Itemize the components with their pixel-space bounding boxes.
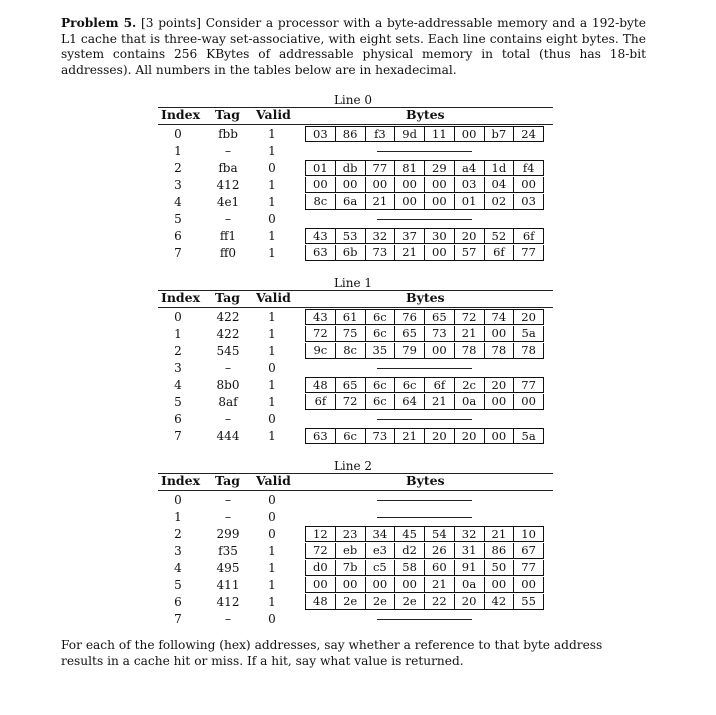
byte-cell: eb	[335, 543, 365, 558]
byte-cell: 30	[424, 229, 454, 243]
byte-cell: 00	[424, 177, 454, 192]
row-tag: –	[225, 612, 231, 626]
byte-cell: 20	[484, 378, 514, 392]
row-valid: 1	[268, 595, 276, 609]
row-tag: –	[225, 212, 231, 226]
byte-cell: 65	[394, 326, 424, 341]
byte-cell: 21	[424, 577, 454, 592]
row-valid: 0	[268, 361, 276, 375]
row-index: 7	[174, 246, 182, 260]
byte-cell: 86	[335, 127, 365, 141]
row-tag: fba	[218, 161, 238, 175]
byte-cell: c5	[365, 560, 395, 575]
problem-title: Problem 5.	[61, 16, 137, 30]
row-valid: 0	[268, 212, 276, 226]
byte-cell: d0	[313, 560, 328, 574]
byte-row	[305, 245, 544, 261]
row-tag: f35	[218, 544, 238, 558]
byte-cell: 58	[394, 560, 424, 575]
byte-cell: 73	[365, 429, 395, 443]
byte-cell: 37	[394, 229, 424, 243]
row-index: 2	[174, 527, 182, 541]
byte-cell: 2e	[365, 594, 395, 609]
line-label: Line 2	[333, 459, 373, 473]
row-tag: 8b0	[216, 378, 240, 392]
byte-cell: 77	[513, 245, 543, 260]
byte-cell: 21	[365, 194, 395, 209]
row-tag: ff0	[219, 246, 237, 260]
byte-cell: 55	[513, 594, 543, 609]
byte-cell: 6b	[335, 245, 365, 260]
row-valid: 1	[268, 344, 276, 358]
byte-cell: 00	[513, 177, 543, 192]
byte-cell: 00	[484, 394, 514, 409]
row-tag: 411	[216, 578, 240, 592]
header-bytes: Bytes	[406, 473, 445, 488]
row-valid: 1	[268, 144, 276, 158]
byte-cell: 00	[484, 326, 514, 341]
byte-cell: 00	[313, 577, 328, 591]
byte-cell: 78	[484, 343, 514, 358]
byte-cell: 50	[484, 560, 514, 575]
byte-cell: 32	[454, 527, 484, 541]
byte-cell: 20	[454, 594, 484, 609]
byte-row	[305, 177, 544, 193]
byte-cell: 00	[513, 394, 543, 409]
row-valid: 1	[268, 395, 276, 409]
byte-cell: 73	[365, 245, 395, 260]
row-valid: 1	[268, 178, 276, 192]
row-index: 1	[174, 327, 182, 341]
byte-row	[305, 126, 544, 142]
byte-cell: 6f	[424, 378, 454, 392]
row-tag: fbb	[218, 127, 238, 141]
row-valid: 1	[268, 378, 276, 392]
problem-statement	[61, 16, 646, 78]
byte-cell: 0a	[454, 394, 484, 409]
row-valid: 1	[268, 195, 276, 209]
byte-cell: 01	[454, 194, 484, 209]
empty-line-placeholder	[377, 500, 472, 501]
header-tag: Tag	[215, 473, 240, 488]
row-index: 1	[174, 510, 182, 524]
byte-cell: 6c	[365, 394, 395, 409]
byte-cell: 6c	[365, 310, 395, 324]
byte-cell: 31	[454, 543, 484, 558]
row-index: 4	[174, 195, 182, 209]
byte-cell: 26	[424, 543, 454, 558]
row-index: 0	[174, 493, 182, 507]
row-tag: 4e1	[216, 195, 240, 209]
byte-cell: 01	[313, 161, 328, 175]
byte-cell: e3	[365, 543, 395, 558]
empty-line-placeholder	[377, 219, 472, 220]
row-valid: 0	[268, 510, 276, 524]
byte-cell: 00	[424, 343, 454, 358]
byte-cell: 65	[335, 378, 365, 392]
byte-cell: 6c	[335, 429, 365, 443]
row-tag: –	[225, 510, 231, 524]
byte-cell: 00	[484, 429, 514, 443]
byte-cell: 03	[313, 127, 328, 141]
byte-cell: 20	[424, 429, 454, 443]
byte-cell: 00	[394, 177, 424, 192]
byte-cell: 00	[513, 577, 543, 592]
byte-row	[305, 160, 544, 176]
byte-cell: 00	[365, 177, 395, 192]
byte-cell: 78	[513, 343, 543, 358]
byte-row	[305, 377, 544, 393]
byte-cell: 20	[454, 229, 484, 243]
byte-row	[305, 309, 544, 325]
row-index: 2	[174, 161, 182, 175]
row-index: 5	[174, 212, 182, 226]
row-tag: –	[225, 493, 231, 507]
row-index: 4	[174, 561, 182, 575]
byte-cell: 6f	[314, 394, 327, 408]
problem-points: [3 points]	[141, 16, 202, 30]
row-valid: 1	[268, 578, 276, 592]
row-index: 2	[174, 344, 182, 358]
byte-row	[305, 428, 544, 444]
row-index: 3	[174, 178, 182, 192]
byte-cell: 74	[484, 310, 514, 324]
byte-cell: 48	[313, 378, 328, 392]
byte-cell: 00	[424, 194, 454, 209]
header-bytes: Bytes	[406, 107, 445, 122]
byte-cell: 60	[424, 560, 454, 575]
empty-line-placeholder	[377, 619, 472, 620]
byte-row	[305, 594, 544, 610]
header-index: Index	[161, 473, 201, 488]
byte-cell: d2	[394, 543, 424, 558]
byte-cell: 22	[424, 594, 454, 609]
byte-cell: 32	[365, 229, 395, 243]
byte-cell: 2e	[335, 594, 365, 609]
byte-cell: 00	[365, 577, 395, 592]
header-bytes: Bytes	[406, 290, 445, 305]
row-index: 7	[174, 612, 182, 626]
byte-cell: 6f	[513, 229, 543, 243]
byte-cell: 34	[365, 527, 395, 541]
byte-cell: 8c	[313, 194, 328, 208]
byte-cell: 91	[454, 560, 484, 575]
byte-cell: 5a	[513, 429, 543, 443]
row-valid: 0	[268, 161, 276, 175]
byte-row	[305, 526, 544, 542]
byte-row	[305, 577, 544, 593]
row-index: 6	[174, 595, 182, 609]
byte-cell: 10	[513, 527, 543, 541]
row-valid: 1	[268, 561, 276, 575]
byte-cell: 77	[513, 560, 543, 575]
header-valid: Valid	[256, 290, 291, 305]
row-valid: 0	[268, 612, 276, 626]
line-label: Line 0	[333, 93, 373, 107]
byte-cell: 04	[484, 177, 514, 192]
byte-cell: 9d	[394, 127, 424, 141]
byte-cell: 72	[335, 394, 365, 409]
byte-cell: 6c	[365, 378, 395, 392]
byte-cell: 63	[313, 245, 328, 259]
byte-cell: 63	[313, 429, 328, 443]
row-tag: 299	[216, 527, 240, 541]
row-tag: 412	[216, 595, 240, 609]
row-index: 5	[174, 578, 182, 592]
problem-text: Consider a processor with a byte-addressable memory and a 192-byte L1 cache that is three-way set-associative, with eight sets. Each line contains eight bytes. The system contains 256 KBytes of addressable physical memory in total (thus has 18-bit addresses). All numbers in the tables below are in hexadecimal.	[61, 16, 647, 77]
byte-cell: f4	[513, 161, 543, 175]
byte-cell: db	[335, 161, 365, 175]
row-index: 0	[174, 310, 182, 324]
table-rule-bottom	[158, 124, 553, 125]
byte-row	[305, 343, 544, 359]
row-index: 1	[174, 144, 182, 158]
row-valid: 1	[268, 229, 276, 243]
byte-cell: 1d	[484, 161, 514, 175]
byte-cell: 6a	[335, 194, 365, 209]
byte-cell: 57	[454, 245, 484, 260]
byte-cell: 8c	[335, 343, 365, 358]
byte-cell: 43	[313, 310, 328, 324]
byte-cell: 00	[335, 177, 365, 192]
row-tag: 422	[216, 310, 240, 324]
byte-cell: 24	[513, 127, 543, 141]
header-valid: Valid	[256, 473, 291, 488]
byte-cell: 21	[454, 326, 484, 341]
byte-cell: 00	[335, 577, 365, 592]
byte-cell: 29	[424, 161, 454, 175]
byte-cell: 6f	[484, 245, 514, 260]
byte-row	[305, 394, 544, 410]
row-index: 0	[174, 127, 182, 141]
row-index: 3	[174, 544, 182, 558]
row-index: 4	[174, 378, 182, 392]
byte-cell: 00	[313, 177, 328, 191]
byte-cell: 12	[313, 527, 328, 541]
row-valid: 1	[268, 429, 276, 443]
byte-cell: 21	[424, 394, 454, 409]
byte-cell: 43	[313, 229, 328, 243]
row-valid: 1	[268, 127, 276, 141]
byte-cell: 5a	[513, 326, 543, 341]
byte-cell: 00	[394, 577, 424, 592]
empty-line-placeholder	[377, 419, 472, 420]
byte-cell: 03	[513, 194, 543, 209]
row-valid: 0	[268, 412, 276, 426]
byte-cell: 65	[424, 310, 454, 324]
byte-cell: 61	[335, 310, 365, 324]
byte-cell: 81	[394, 161, 424, 175]
byte-cell: 64	[394, 394, 424, 409]
row-tag: 495	[216, 561, 240, 575]
byte-cell: 11	[424, 127, 454, 141]
byte-row	[305, 228, 544, 244]
table-rule-bottom	[158, 307, 553, 308]
row-tag: 8af	[218, 395, 238, 409]
byte-cell: 75	[335, 326, 365, 341]
byte-cell: b7	[484, 127, 514, 141]
byte-cell: 7b	[335, 560, 365, 575]
byte-cell: 77	[365, 161, 395, 175]
byte-cell: 73	[424, 326, 454, 341]
byte-cell: 67	[513, 543, 543, 558]
byte-cell: 72	[313, 326, 328, 340]
empty-line-placeholder	[377, 368, 472, 369]
byte-cell: 20	[513, 310, 543, 324]
byte-cell: 2c	[454, 378, 484, 392]
row-valid: 1	[268, 327, 276, 341]
byte-cell: 48	[313, 594, 328, 608]
row-valid: 1	[268, 246, 276, 260]
byte-cell: 77	[513, 378, 543, 392]
byte-cell: 00	[454, 127, 484, 141]
row-tag: –	[225, 361, 231, 375]
byte-cell: 21	[484, 527, 514, 541]
row-tag: 444	[216, 429, 240, 443]
byte-cell: 02	[484, 194, 514, 209]
byte-cell: 23	[335, 527, 365, 541]
row-tag: ff1	[219, 229, 237, 243]
byte-cell: 54	[424, 527, 454, 541]
byte-cell: 78	[454, 343, 484, 358]
byte-cell: 72	[454, 310, 484, 324]
byte-cell: 42	[484, 594, 514, 609]
byte-cell: 00	[394, 194, 424, 209]
empty-line-placeholder	[377, 517, 472, 518]
row-index: 5	[174, 395, 182, 409]
header-index: Index	[161, 290, 201, 305]
header-valid: Valid	[256, 107, 291, 122]
header-tag: Tag	[215, 107, 240, 122]
header-index: Index	[161, 107, 201, 122]
byte-cell: 72	[313, 543, 328, 557]
byte-cell: 76	[394, 310, 424, 324]
byte-cell: a4	[454, 161, 484, 175]
line-label: Line 1	[333, 276, 373, 290]
byte-cell: f3	[365, 127, 395, 141]
byte-cell: 9c	[313, 343, 328, 357]
row-tag: 422	[216, 327, 240, 341]
table-rule-bottom	[158, 490, 553, 491]
row-valid: 1	[268, 310, 276, 324]
row-tag: 545	[216, 344, 240, 358]
byte-row	[305, 560, 544, 576]
row-index: 7	[174, 429, 182, 443]
row-tag: 412	[216, 178, 240, 192]
row-tag: –	[225, 144, 231, 158]
byte-cell: 52	[484, 229, 514, 243]
question-text: For each of the following (hex) addresses, say whether a reference to that byte address results in a cache hit or miss. If a hit, say what value is returned.	[61, 638, 603, 668]
header-tag: Tag	[215, 290, 240, 305]
byte-cell: 2e	[394, 594, 424, 609]
row-tag: –	[225, 412, 231, 426]
byte-cell: 86	[484, 543, 514, 558]
byte-cell: 00	[424, 245, 454, 260]
row-valid: 0	[268, 527, 276, 541]
row-index: 6	[174, 229, 182, 243]
byte-cell: 00	[484, 577, 514, 592]
byte-cell: 0a	[454, 577, 484, 592]
row-index: 6	[174, 412, 182, 426]
byte-cell: 53	[335, 229, 365, 243]
byte-cell: 21	[394, 245, 424, 260]
row-index: 3	[174, 361, 182, 375]
byte-cell: 45	[394, 527, 424, 541]
row-valid: 1	[268, 544, 276, 558]
empty-line-placeholder	[377, 151, 472, 152]
byte-cell: 6c	[365, 326, 395, 341]
byte-cell: 35	[365, 343, 395, 358]
byte-cell: 03	[454, 177, 484, 192]
byte-cell: 20	[454, 429, 484, 443]
byte-row	[305, 194, 544, 210]
byte-row	[305, 326, 544, 342]
byte-cell: 79	[394, 343, 424, 358]
row-valid: 0	[268, 493, 276, 507]
byte-cell: 6c	[394, 378, 424, 392]
byte-row	[305, 543, 544, 559]
byte-cell: 21	[394, 429, 424, 443]
